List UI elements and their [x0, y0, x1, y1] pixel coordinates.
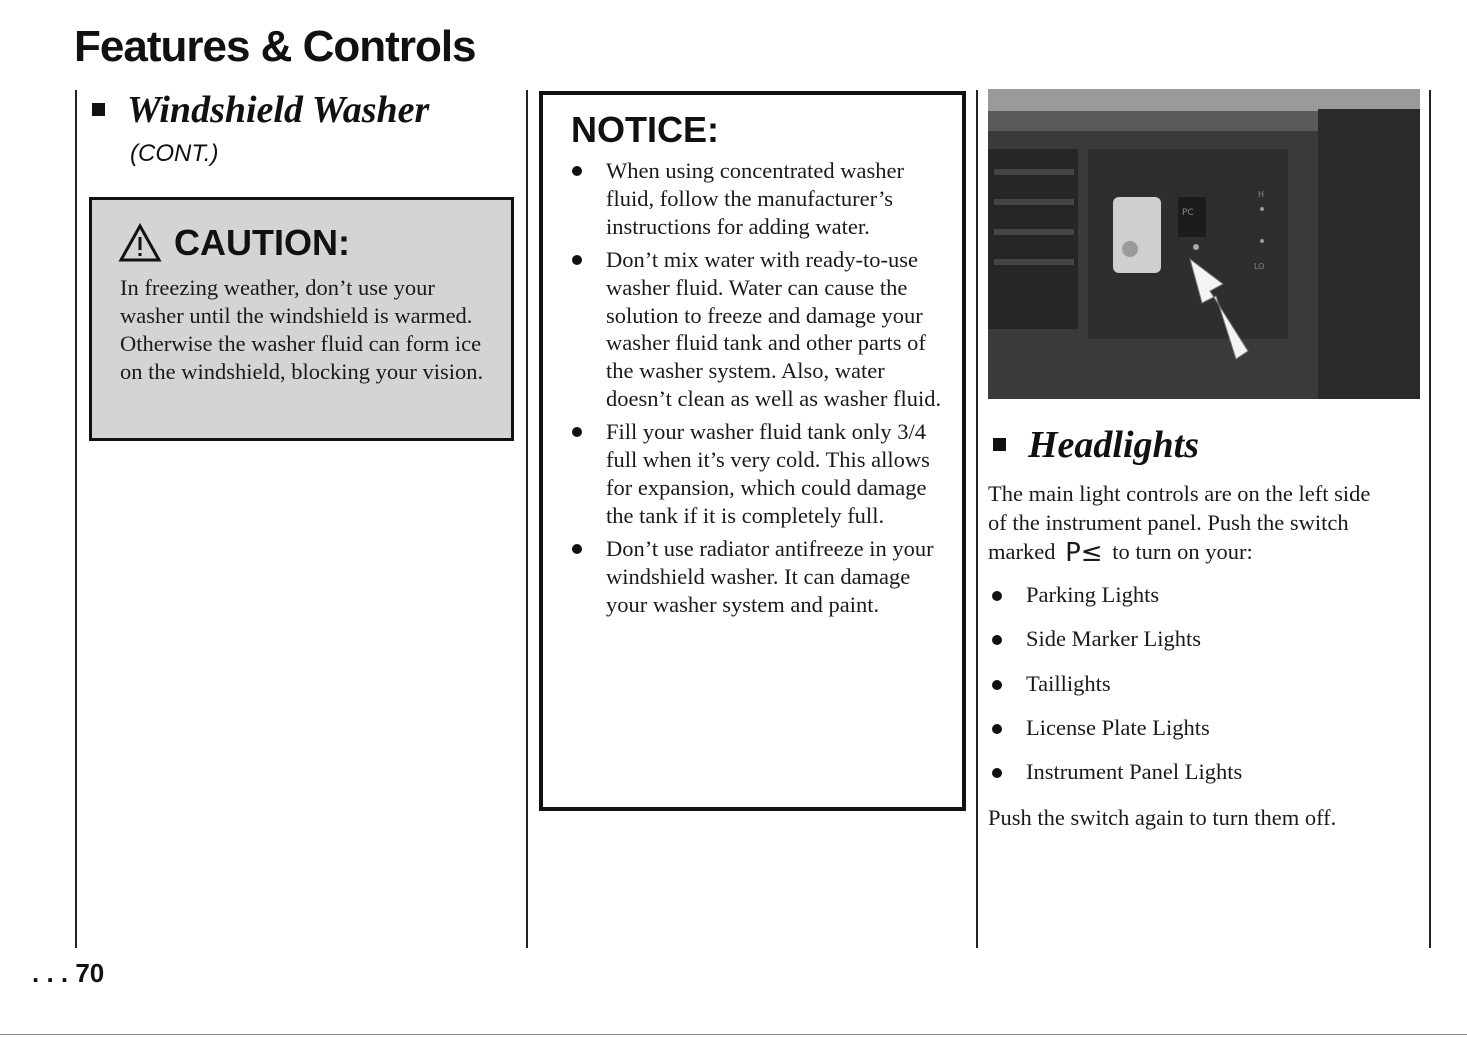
windshield-washer-heading-text: Windshield Washer: [127, 89, 430, 131]
footer-divider: [0, 1034, 1467, 1035]
page-number-prefix: . . .: [32, 958, 76, 988]
headlight-switch-photo: [988, 89, 1420, 399]
caution-title-text: CAUTION:: [174, 222, 350, 263]
caution-title: [118, 222, 350, 264]
photo-mark-top: H: [1258, 190, 1265, 199]
bullet-icon: [992, 680, 1002, 690]
column-rule-left: [75, 90, 77, 948]
headlights-intro-after: to turn on your:: [1112, 539, 1253, 564]
bullet-icon: [572, 166, 582, 176]
section-heading-headlights: [993, 423, 1199, 467]
bullet-icon: [572, 544, 582, 554]
notice-item: [543, 535, 953, 619]
bullet-icon: [572, 427, 582, 437]
notice-box: [539, 91, 966, 811]
headlights-closing: Push the switch again to turn them off.: [988, 805, 1337, 830]
bullet-icon: [992, 768, 1002, 778]
continued-label: (CONT.): [130, 140, 219, 167]
light-list-item: [988, 713, 1242, 757]
notice-item-text: When using concentrated washer fluid, follow the manufacturer’s instructions for adding water.: [606, 158, 905, 239]
square-bullet-icon: [993, 438, 1006, 451]
light-item-text: Taillights: [1026, 670, 1111, 696]
light-item-text: Parking Lights: [1026, 582, 1160, 607]
warning-triangle-icon: [118, 223, 162, 263]
headlights-intro: [988, 479, 1388, 568]
parking-light-symbol: P≤: [1065, 538, 1103, 568]
notice-item-text: Don’t use radiator antifreeze in your windshield washer. It can damage your washer system and paint.: [606, 535, 934, 617]
light-list-item: [988, 580, 1242, 624]
headlights-intro-before: The main light controls are on the left side of the instrument panel. Push the switch marked: [988, 481, 1371, 564]
notice-item-text: Don’t mix water with ready-to-use washer fluid. Water can cause the solution to freeze and damage your washer fluid tank and other parts of the washer system. Also, water doesn’t clean as well as washer fluid.: [606, 246, 942, 412]
light-list-item: [988, 757, 1242, 801]
caution-text: In freezing weather, don’t use your washer until the windshield is warmed. Otherwise the washer fluid can form ice on the windshield, blocking your vision.: [120, 275, 484, 384]
section-heading-windshield-washer: [92, 88, 429, 132]
bullet-icon: [992, 635, 1002, 645]
page-number-value: 70: [75, 958, 105, 988]
photo-mark-bottom: LO: [1254, 262, 1265, 271]
notice-item-text: Fill your washer fluid tank only 3/4 full when it’s very cold. This allows for expansion, which could damage the tank if it is completely full.: [606, 419, 930, 528]
column-rule-center: [526, 90, 528, 948]
light-item-text: Side Marker Lights: [1026, 626, 1201, 652]
light-item-text: Instrument Panel Lights: [1026, 759, 1243, 785]
page-number: [32, 958, 104, 989]
page-title: Features & Controls: [74, 22, 476, 71]
light-item-text: License Plate Lights: [1026, 714, 1210, 740]
bullet-icon: [572, 255, 582, 265]
square-bullet-icon: [92, 103, 105, 116]
column-rule-far-right: [1429, 90, 1431, 948]
light-list: [988, 580, 1242, 801]
light-list-item: [988, 624, 1242, 668]
notice-list: [543, 157, 953, 624]
bullet-icon: [992, 591, 1002, 601]
bullet-icon: [992, 724, 1002, 734]
column-rule-right: [976, 90, 978, 948]
headlights-heading-text: Headlights: [1028, 424, 1200, 466]
notice-item: [543, 246, 953, 413]
notice-title: NOTICE:: [571, 109, 719, 150]
light-list-item: [988, 669, 1242, 713]
caution-box: [89, 197, 514, 441]
notice-item: [543, 157, 953, 241]
notice-item: [543, 418, 953, 530]
photo-mark-middle: PC: [1182, 208, 1194, 218]
